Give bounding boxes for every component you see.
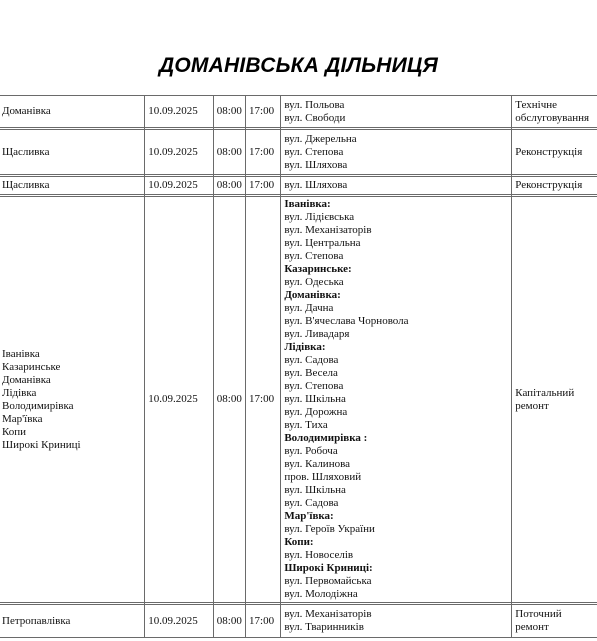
street-name: вул. Шкільна bbox=[284, 484, 346, 496]
locations-cell bbox=[0, 177, 145, 195]
start-time-cell: 08:00 bbox=[213, 605, 245, 638]
street-name: вул. Робоча bbox=[284, 445, 338, 457]
streets-cell bbox=[281, 177, 512, 195]
location-name: Мар'ївка bbox=[2, 412, 43, 425]
location-name: Доманівка bbox=[2, 105, 51, 117]
start-time-cell: 08:00 bbox=[213, 130, 245, 175]
location-name: Казаринське bbox=[2, 360, 61, 373]
street-name: вул. Героїв України bbox=[284, 523, 375, 535]
street-name: вул. Джерельна bbox=[284, 132, 357, 145]
date-cell: 10.09.2025 bbox=[145, 605, 214, 638]
street-name: вул. Степова bbox=[284, 145, 344, 158]
street-name: вул. Лідієвська bbox=[284, 211, 355, 223]
work-type-line: Поточний bbox=[515, 608, 562, 620]
streets-cell bbox=[281, 96, 512, 128]
outage-schedule-table bbox=[0, 95, 597, 638]
locations-cell bbox=[0, 96, 145, 128]
location-name: Копи bbox=[2, 425, 27, 438]
work-type-line: обслуговування bbox=[515, 111, 590, 124]
streets-cell bbox=[281, 197, 512, 603]
street-name: вул. Дачна bbox=[284, 302, 334, 314]
end-time-cell: 17:00 bbox=[246, 197, 281, 603]
page-title: ДОМАНІВСЬКА ДІЛЬНИЦЯ bbox=[159, 54, 438, 77]
location-name: Лідівка bbox=[2, 386, 37, 399]
location-name: Щасливка bbox=[2, 145, 50, 158]
street-name: вул. В'ячеслава Чорновола bbox=[284, 315, 409, 327]
street-name: вул. Садова bbox=[284, 497, 339, 509]
street-name: вул. Дорожна bbox=[284, 406, 348, 418]
street-name: вул. Степова bbox=[284, 250, 344, 262]
street-name: вул. Одеська bbox=[284, 276, 344, 288]
table-row bbox=[0, 605, 597, 638]
settlement-heading: Іванівка: bbox=[284, 198, 331, 210]
work-type-line: Капітальний bbox=[515, 386, 575, 399]
locations-cell bbox=[0, 130, 145, 175]
street-name: вул. Шляхова bbox=[284, 179, 348, 191]
street-name: вул. Свободи bbox=[284, 111, 346, 124]
locations-cell bbox=[0, 605, 145, 638]
settlement-heading: Лідівка: bbox=[284, 341, 326, 353]
settlement-heading: Доманівка: bbox=[284, 289, 341, 301]
street-name: вул. Механізаторів bbox=[284, 224, 372, 236]
end-time-cell: 17:00 bbox=[246, 96, 281, 128]
table-row bbox=[0, 130, 597, 175]
street-name: вул. Садова bbox=[284, 354, 339, 366]
work-type-cell bbox=[512, 197, 597, 603]
locations-cell bbox=[0, 197, 145, 603]
work-type-cell bbox=[512, 130, 597, 175]
end-time-cell: 17:00 bbox=[246, 177, 281, 195]
location-name: Широкі Криниці bbox=[2, 438, 81, 451]
street-name: вул. Молодіжна bbox=[284, 588, 358, 600]
settlement-heading: Широкі Криниці: bbox=[284, 562, 373, 574]
settlement-heading: Казаринське: bbox=[284, 263, 352, 275]
street-name: вул. Шкільна bbox=[284, 393, 346, 405]
street-name: вул. Калинова bbox=[284, 458, 351, 470]
location-name: Щасливка bbox=[2, 179, 50, 191]
date-cell: 10.09.2025 bbox=[145, 96, 214, 128]
street-name: вул. Ливадаря bbox=[284, 328, 350, 340]
location-name: Петропавлівка bbox=[2, 614, 71, 627]
settlement-heading: Володимирівка : bbox=[284, 432, 368, 444]
date-cell: 10.09.2025 bbox=[145, 177, 214, 195]
work-type-line: ремонт bbox=[515, 621, 549, 633]
end-time-cell: 17:00 bbox=[246, 130, 281, 175]
street-name: вул. Центральна bbox=[284, 237, 361, 249]
date-cell: 10.09.2025 bbox=[145, 197, 214, 603]
work-type-line: Реконструкція bbox=[515, 145, 583, 158]
date-cell: 10.09.2025 bbox=[145, 130, 214, 175]
street-name: вул. Польова bbox=[284, 98, 345, 111]
work-type-line: ремонт bbox=[515, 399, 549, 412]
start-time-cell: 08:00 bbox=[213, 177, 245, 195]
location-name: Володимирівка bbox=[2, 399, 74, 412]
street-name: вул. Тваринників bbox=[284, 621, 364, 633]
streets-cell bbox=[281, 130, 512, 175]
street-name: пров. Шляховий bbox=[284, 471, 362, 483]
end-time-cell: 17:00 bbox=[246, 605, 281, 638]
streets-cell bbox=[281, 605, 512, 638]
work-type-line: Реконструкція bbox=[515, 179, 583, 191]
table-row bbox=[0, 197, 597, 603]
start-time-cell: 08:00 bbox=[213, 96, 245, 128]
work-type-cell bbox=[512, 605, 597, 638]
work-type-cell bbox=[512, 177, 597, 195]
street-name: вул. Тиха bbox=[284, 419, 328, 431]
street-name: вул. Первомайська bbox=[284, 575, 372, 587]
start-time-cell: 08:00 bbox=[213, 197, 245, 603]
street-name: вул. Степова bbox=[284, 380, 344, 392]
work-type-line: Технічне bbox=[515, 98, 558, 111]
work-type-cell bbox=[512, 96, 597, 128]
location-name: Іванівка bbox=[2, 347, 40, 360]
street-name: вул. Шляхова bbox=[284, 158, 348, 171]
street-name: вул. Механізаторів bbox=[284, 608, 372, 620]
street-name: вул. Весела bbox=[284, 367, 338, 379]
settlement-heading: Копи: bbox=[284, 536, 314, 548]
location-name: Доманівка bbox=[2, 373, 51, 386]
settlement-heading: Мар'ївка: bbox=[284, 510, 334, 522]
table-row bbox=[0, 96, 597, 128]
street-name: вул. Новоселів bbox=[284, 549, 354, 561]
table-row bbox=[0, 177, 597, 195]
